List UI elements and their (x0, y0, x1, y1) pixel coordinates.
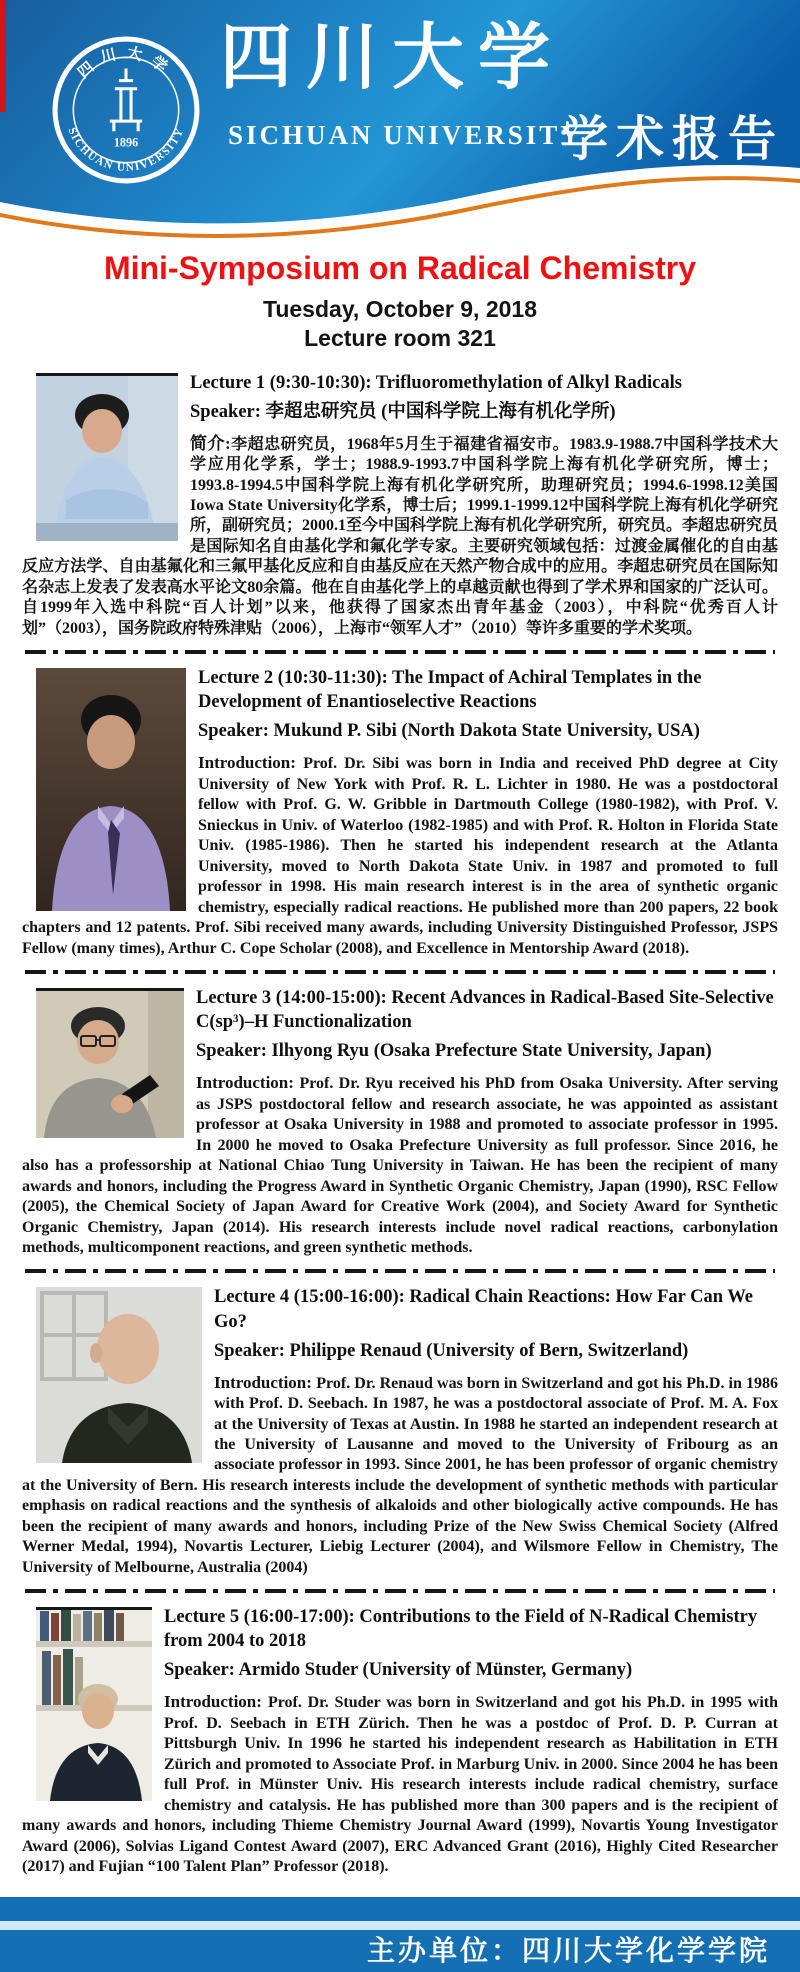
lecture-speaker: Speaker: Ilhyong Ryu (Osaka Prefecture State University, Japan) (196, 1041, 712, 1062)
speaker-photo-li-chaozhong (36, 373, 178, 541)
lectures-list (0, 353, 800, 1878)
lecture-section-1 (22, 369, 778, 640)
lecture-speaker: Speaker: Mukund P. Sibi (North Dakota State University, USA) (198, 721, 700, 742)
footer-top-bar (0, 1897, 800, 1921)
intro-label: 简介: (190, 433, 231, 453)
intro-label: Introduction: (214, 1372, 317, 1392)
university-seal-icon (50, 34, 202, 186)
intro-text: Prof. Dr. Sibi was born in India and received PhD degree at City University of New York with Prof. R. L. Lichter in 1980. He was a postdoctoral fellow with Prof. G. W. Gribble in Dartmouth College (1980-1982), with Prof. V. Snieckus in Univ. of Waterloo (1982-1985) and with Prof. R. Holton in Florida State Univ. (1985-1986). Then he started his independent research at the Atlanta University, moved to North Dakota State Univ. in 1987 and promoted to full professor in 1998. His main research interest is in the area of synthetic organic chemistry, especially radical reactions. He published more than 200 papers, 22 book chapters and 12 patents. Prof. Sibi received many awards, including University Distinguished Professor, JSPS Fellow (many times), Arthur C. Cope Scholar (2008), and Excellence in Mentorship Award (2018). (22, 755, 778, 957)
lecture-title: Lecture 1 (9:30-10:30): Trifluoromethylation of Alkyl Radicals (190, 372, 682, 393)
lecture-speaker: Speaker: Philippe Renaud (University of Bern, Switzerland) (214, 1340, 689, 1361)
lecture-section-4 (22, 1283, 778, 1578)
intro-text: Prof. Dr. Studer was born in Switzerland and got his Ph.D. in 1995 with Prof. D. Seebach in ETH Zürich. Then he was a postdoc of Prof. D. P. Curran at Pittsburgh Univ. In 1996 he started his independent research as Habilitation in ETH Zürich and promoted to Associate Prof. in Marburg Univ. in 2000. Since 2004 he has been full Prof. in Münster Univ. His research interests include radical chemistry, surface chemistry and catalysis. He has published more than 300 papers and is the recipient of many awards and honors, including Thieme Chemistry Journal Award (1999), Novartis Young Investigator Award (2006), Solvias Ligand Contest Award (2007), ERC Advanced Grant (2016), Highly Cited Researcher (2017) and Fujian “100 Talent Plan” Professor (2018). (22, 1694, 779, 1876)
section-divider (25, 970, 775, 974)
speaker-photo-ryu (36, 988, 184, 1138)
section-divider (25, 1269, 775, 1273)
seal-en-text: SICHUAN UNIVERSITY (65, 125, 187, 174)
speaker-photo-sibi (36, 668, 186, 911)
seal-emblem-icon (110, 68, 142, 131)
seal-year: 1896 (113, 135, 139, 150)
page-title: Mini-Symposium on Radical Chemistry (103, 250, 697, 286)
seal-cn-text: 四川大学 (74, 43, 178, 82)
section-divider (25, 1589, 775, 1593)
lecture-title: Lecture 4 (15:00-16:00): Radical Chain Reactions: How Far Can We Go? (214, 1287, 754, 1332)
lecture-speaker: Speaker: Armido Studer (University of Münster, Germany) (164, 1660, 633, 1681)
university-name-en: SICHUAN UNIVERSITY (228, 120, 583, 150)
footer-banner (0, 1897, 800, 1972)
intro-text: Prof. Dr. Renaud was born in Switzerland and got his Ph.D. in 1986 with Prof. D. Seebach. In 1987, he was a postdoctoral associate of Prof. M. A. Fox at the University of Texas at Austin. In 1988 he started an independent research at the University of Lausanne and moved to the University of Fribourg as an associate professor in 1993. Since 2001, he has been professor of organic chemistry at the University of Bern. His research interests include the development of synthetic methods with particular emphasis on radical reactions and the synthesis of alkaloids and other biologically active compounds. He has been the recipient of many awards and honors, including Prize of the New Swiss Chemical Society (Alfred Werner Medal, 1994), Novartis Lecturer, Liebig Lecturer (2004), and Wilsmore Fellow in Chemistry, The University of Melbourne, Australia (2004) (22, 1374, 778, 1576)
footer-organizer: 主办单位：四川大学化学学院 (0, 1930, 800, 1972)
event-room: Lecture room 321 (304, 324, 496, 351)
intro-text: Prof. Dr. Ryu received his PhD from Osaka University. After serving as JSPS postdoctoral fellow and research associate, he was appointed as assistant professor at Osaka University in 1988 and promoted to associate professor in 1995. In 2000 he moved to Osaka Prefecture University as full professor. Since 2016, he also has a professorship at National Chiao Tung University in Taiwan. He has been the recipient of many awards and honors, including the Progress Award in Synthetic Organic Chemistry, Japan (1990), RSC Fellow (2005), the Chemical Society of Japan Award for Creative Work (2004), and Society Award for Synthetic Organic Chemistry, Japan (2014). His research interests include novel radical reactions, carbonylation methods, multicomponent reactions, and green synthetic methods. (22, 1075, 778, 1256)
banner-academic-report-label: 学术报告 (559, 111, 784, 167)
header-banner (0, 0, 800, 240)
event-date: Tuesday, October 9, 2018 (263, 296, 537, 322)
intro-label: Introduction: (198, 753, 304, 773)
lecture-section-2 (22, 664, 778, 959)
speaker-photo-renaud (36, 1287, 202, 1463)
intro-label: Introduction: (164, 1692, 268, 1712)
lecture-speaker: Speaker: 李超忠研究员 (中国科学院上海有机化学所) (190, 401, 616, 422)
lecture-title: Lecture 2 (10:30-11:30): The Impact of Achiral Templates in the Development of Enantioselective Reactions (198, 668, 702, 713)
intro-text: 李超忠研究员，1968年5月生于福建省福安市。1983.9-1988.7中国科学技术大学应用化学系，学士；1988.9-1993.7中国科学院上海有机化学研究所，博士；1993.8-1994.5中国科学院上海有机化学研究所，助理研究员；1994.6-1998.12美国Iowa State University化学系，博士后；1999.1-1999.12中国科学院上海有机化学研究所，副研究员；2000.1至今中国科学院上海有机化学研究所，研究员。李超忠研究员是国际知名自由基化学和氟化学专家。主要研究领域包括：过渡金属催化的自由基反应方法学、自由基氟化和三氟甲基化反应和自由基反应在天然产物合成中的应用。李超忠研究员在国际知名杂志上发表了发表高水平论文80余篇。他在自由基化学上的卓越贡献也得到了学术界和国家的广泛认可。自1999年入选中科院“百人计划”以来，他获得了国家杰出青年基金（2003），中科院“优秀百人计划”（2003），国务院政府特殊津贴（2006），上海市“领军人才”（2010）等许多重要的学术奖项。 (22, 435, 779, 637)
university-name-cn: 四川大学 (220, 15, 565, 99)
lecture-section-5 (22, 1603, 778, 1877)
footer-light-stripe (0, 1921, 800, 1930)
lecture-title: Lecture 5 (16:00-17:00): Contributions to the Field of N-Radical Chemistry from 2004 to 2018 (164, 1607, 758, 1652)
speaker-photo-studer (36, 1607, 152, 1801)
section-divider (25, 650, 775, 654)
lecture-title: Lecture 3 (14:00-15:00): Recent Advances in Radical-Based Site-Selective C(sp³)–H Functionalization (196, 988, 774, 1033)
corner-red-mark (0, 0, 6, 112)
intro-label: Introduction: (196, 1073, 300, 1093)
lecture-section-3 (22, 984, 778, 1258)
